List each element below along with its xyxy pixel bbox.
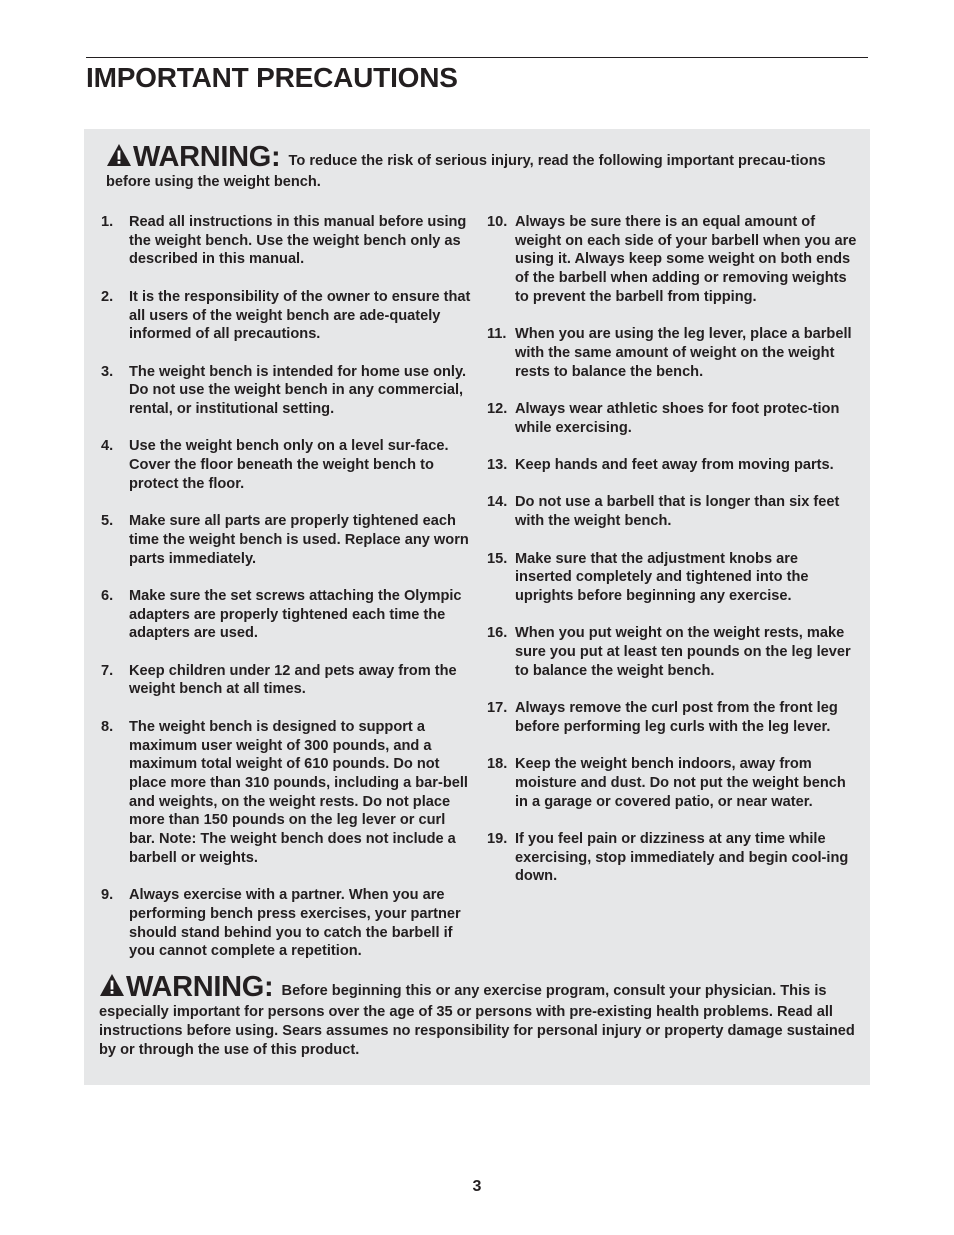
item-number: 1. bbox=[101, 214, 114, 230]
warning-top-text: To reduce the risk of serious injury, read the following important precau-tions before using the weight bench. bbox=[106, 153, 826, 190]
list-item bbox=[487, 493, 857, 530]
item-number: 5. bbox=[101, 513, 114, 530]
top-rule bbox=[86, 57, 868, 58]
warning-bottom-text: Before beginning this or any exercise program, consult your physician. This is especially important for persons over the age of 35 or persons with pre-existing health problems. Read all instructions before using. Sears assumes no responsibility for personal injury or property damage sustained by or through the use of this product. bbox=[99, 983, 855, 1058]
item-number: 17. bbox=[487, 700, 508, 717]
list-item bbox=[487, 213, 857, 307]
list-item bbox=[487, 830, 857, 886]
item-text: If you feel pain or dizziness at any time while exercising, stop immediately and begin cool-ing down. bbox=[515, 831, 849, 885]
page-number: 3 bbox=[472, 1178, 482, 1195]
list-item bbox=[101, 587, 471, 643]
item-number: 4. bbox=[101, 438, 114, 455]
item-text: Keep the weight bench indoors, away from moisture and dust. Do not put the weight bench in a garage or covered patio, or near water. bbox=[515, 756, 846, 810]
item-number: 13. bbox=[487, 457, 508, 474]
list-item bbox=[487, 699, 857, 736]
list-item bbox=[101, 437, 471, 493]
item-number: 8. bbox=[101, 718, 114, 735]
item-text: Make sure all parts are properly tightened each time the weight bench is used. Replace any worn parts immediately. bbox=[129, 513, 469, 567]
list-item bbox=[101, 288, 471, 344]
item-number: 2. bbox=[101, 288, 114, 305]
item-text: Use the weight bench only on a level sur-face. Cover the floor beneath the weight bench to protect the floor. bbox=[129, 438, 449, 492]
item-text: When you are using the leg lever, place a barbell with the same amount of weight on the weight rests to balance the bench. bbox=[515, 326, 852, 380]
item-text: Make sure the set screws attaching the Olympic adapters are properly tightened each time the adapters are used. bbox=[129, 587, 462, 642]
item-number: 6. bbox=[101, 587, 114, 604]
item-number: 15. bbox=[487, 550, 508, 567]
warning-triangle-icon bbox=[99, 973, 125, 1003]
item-number: 10. bbox=[487, 214, 508, 230]
item-number: 9. bbox=[101, 887, 114, 904]
list-item bbox=[101, 662, 471, 699]
list-item bbox=[487, 456, 857, 475]
warning-top bbox=[106, 143, 846, 192]
item-number: 3. bbox=[101, 363, 114, 380]
item-text: Make sure that the adjustment knobs are inserted completely and tightened into the uprights before beginning any exercise. bbox=[515, 550, 809, 604]
item-text: When you put weight on the weight rests, make sure you put at least ten pounds on the leg lever to balance the weight bench. bbox=[515, 625, 851, 679]
precautions-list-right bbox=[487, 213, 857, 905]
list-item bbox=[487, 624, 857, 680]
precautions-list-left bbox=[101, 213, 471, 980]
list-item bbox=[487, 755, 857, 811]
list-item bbox=[487, 400, 857, 437]
item-number: 16. bbox=[487, 625, 508, 642]
warning-top-label: WARNING: bbox=[133, 141, 281, 173]
list-item bbox=[101, 213, 471, 269]
item-number: 11. bbox=[487, 326, 507, 343]
list-item bbox=[101, 718, 471, 868]
item-number: 7. bbox=[101, 662, 114, 679]
item-text: Read all instructions in this manual before using the weight bench. Use the weight bench only as described in this manual. bbox=[129, 214, 467, 268]
page-title: IMPORTANT PRECAUTIONS bbox=[86, 62, 458, 93]
list-item bbox=[487, 550, 857, 606]
item-number: 12. bbox=[487, 401, 508, 417]
item-text: Always be sure there is an equal amount of weight on each side of your barbell when you are using it. Always keep some weight on both ends of the barbell when adding or removing weights to prevent the barbell from tipping. bbox=[515, 214, 857, 305]
item-number: 19. bbox=[487, 831, 508, 848]
list-item bbox=[101, 363, 471, 419]
item-text: Keep children under 12 and pets away from the weight bench at all times. bbox=[129, 662, 457, 698]
item-text: The weight bench is intended for home use only. Do not use the weight bench in any commercial, rental, or institutional setting. bbox=[129, 363, 467, 417]
item-number: 18. bbox=[487, 756, 508, 773]
item-text: Always wear athletic shoes for foot protec-tion while exercising. bbox=[515, 401, 840, 436]
item-text: Keep hands and feet away from moving parts. bbox=[515, 457, 834, 474]
warning-bottom-label: WARNING: bbox=[126, 971, 274, 1003]
list-item bbox=[101, 886, 471, 961]
list-item bbox=[487, 325, 857, 381]
item-number: 14. bbox=[487, 494, 508, 511]
list-item bbox=[101, 512, 471, 568]
warning-triangle-icon bbox=[106, 143, 132, 173]
item-text: Always remove the curl post from the front leg before performing leg curls with the leg lever. bbox=[515, 700, 838, 735]
warning-bottom bbox=[99, 973, 859, 1060]
item-text: Always exercise with a partner. When you are performing bench press exercises, your partner should stand behind you to catch the barbell if you cannot complete a repetition. bbox=[129, 887, 461, 960]
item-text: Do not use a barbell that is longer than six feet with the weight bench. bbox=[515, 494, 840, 530]
item-text: It is the responsibility of the owner to ensure that all users of the weight bench are ade-quately informed of all precautions. bbox=[129, 288, 471, 343]
item-text: The weight bench is designed to support a maximum user weight of 300 pounds, and a maximum total weight of 610 pounds. Do not place more than 310 pounds, including a bar-bell and weights, on the weight rests. Do not place more than 150 pounds on the leg lever or curl bar. Note: The weight bench does not include a barbell or weights. bbox=[129, 718, 468, 866]
